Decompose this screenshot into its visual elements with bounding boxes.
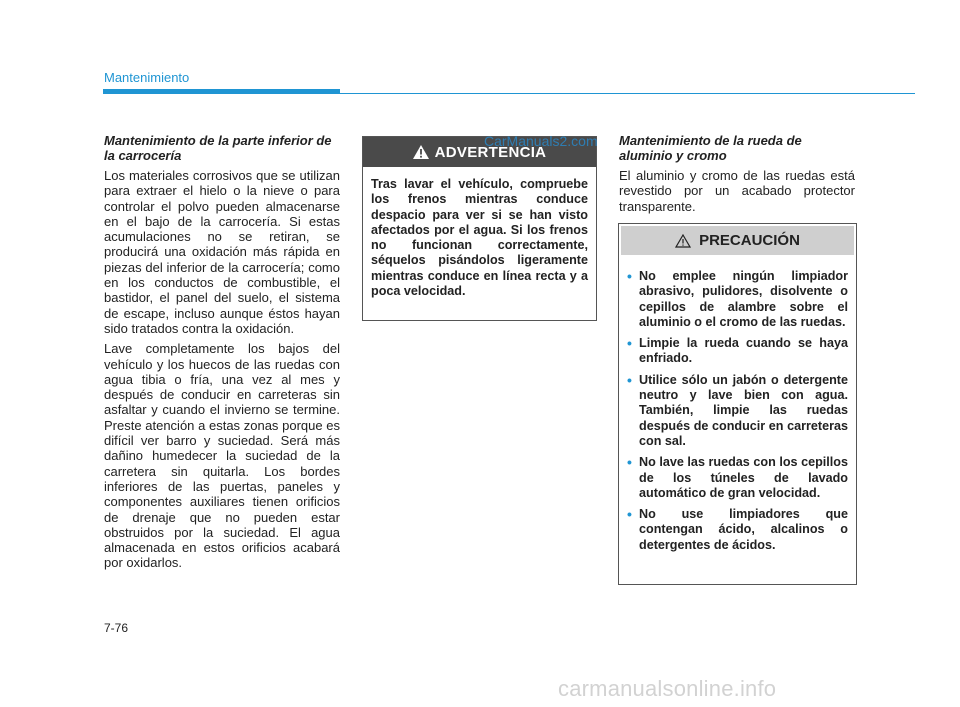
bullet-icon: • bbox=[627, 335, 632, 352]
left-column bbox=[104, 133, 340, 576]
wheel-heading: Mantenimiento de la rueda de aluminio y cromo bbox=[619, 133, 802, 163]
wheel-paragraph: El aluminio y cromo de las ruedas está revestido por un acabado protector transparente. bbox=[619, 168, 855, 214]
warning-text: Tras lavar el vehículo, compruebe los frenos mientras conduce despacio para ver si se han visto afectados por el agua. Si los frenos no funcionan correctamente, séquelos pisándolos ligeramente mientras conduce en línea recta y a poca velocidad. bbox=[371, 177, 588, 299]
right-column bbox=[619, 133, 855, 219]
page-number: 7-76 bbox=[104, 621, 129, 635]
footer-watermark: carmanualsonline.info bbox=[558, 676, 777, 701]
header-rule-thin bbox=[340, 93, 915, 94]
caution-item: • No lave las ruedas con los cepillos de los túneles de lavado automático de gran velocidad. bbox=[627, 454, 848, 500]
caution-header bbox=[621, 226, 854, 255]
warning-box bbox=[362, 136, 597, 321]
caution-item: • No use limpiadores que contengan ácido, alcalinos o detergentes de ácidos. bbox=[627, 506, 848, 552]
bullet-icon: • bbox=[627, 268, 632, 284]
caution-triangle-icon bbox=[675, 234, 691, 248]
section-title: Mantenimiento bbox=[104, 70, 190, 85]
watermark: CarManuals2.com bbox=[484, 133, 598, 149]
warning-triangle-icon bbox=[413, 145, 429, 159]
underbody-heading: Mantenimiento de la parte inferior de la carrocería bbox=[104, 133, 332, 163]
caution-title: PRECAUCIÓN bbox=[699, 232, 800, 249]
bullet-icon: • bbox=[627, 506, 632, 523]
bullet-icon: • bbox=[627, 371, 632, 388]
underbody-paragraph-2: Lave completamente los bajos del vehículo y los huecos de las ruedas con agua tibia o fría, una vez al mes y después de conducir en carreteras sin asfaltar y cuando el invierno se termine. Preste atención a estas zonas porque es difícil ver barro y suciedad. Será más dañino humedecer la suciedad de la carretera sin quitarla. Los bordes inferiores de las puertas, paneles y componentes auxiliares tienen orificios de drenaje que no pueden estar obstruidos por la suciedad. El agua almacenada en estos orificios acabará por oxidarlos. bbox=[104, 341, 340, 571]
caution-item: • Utilice sólo un jabón o detergente neutro y lave bien con agua. También, limpie las ruedas después de conducir en carreteras con sal. bbox=[627, 371, 848, 448]
bullet-icon: • bbox=[627, 454, 632, 471]
caution-item: • Limpie la rueda cuando se haya enfriado. bbox=[627, 335, 848, 366]
underbody-paragraph-1: Los materiales corrosivos que se utilizan para extraer el hielo o la nieve o para controlar el polvo pueden almacenarse en el bajo de la carrocería. Si estas acumulaciones no se retiran, se producirá una oxidación más rápida en piezas del inferior de la carrocería; como en los conductos de combustible, el bastidor, el panel del suelo, el sistema de escape, incluso aunque éstos hayan sido tratados contra la oxidación. bbox=[104, 168, 340, 336]
caution-item: • No emplee ningún limpiador abrasivo, pulidores, disolvente o cepillos de alambre sobre el aluminio o el cromo de las ruedas. bbox=[627, 268, 848, 329]
header-rule-thick bbox=[103, 89, 340, 94]
warning-title: ADVERTENCIA bbox=[434, 143, 547, 161]
caution-list bbox=[619, 257, 856, 553]
caution-box bbox=[618, 223, 857, 585]
